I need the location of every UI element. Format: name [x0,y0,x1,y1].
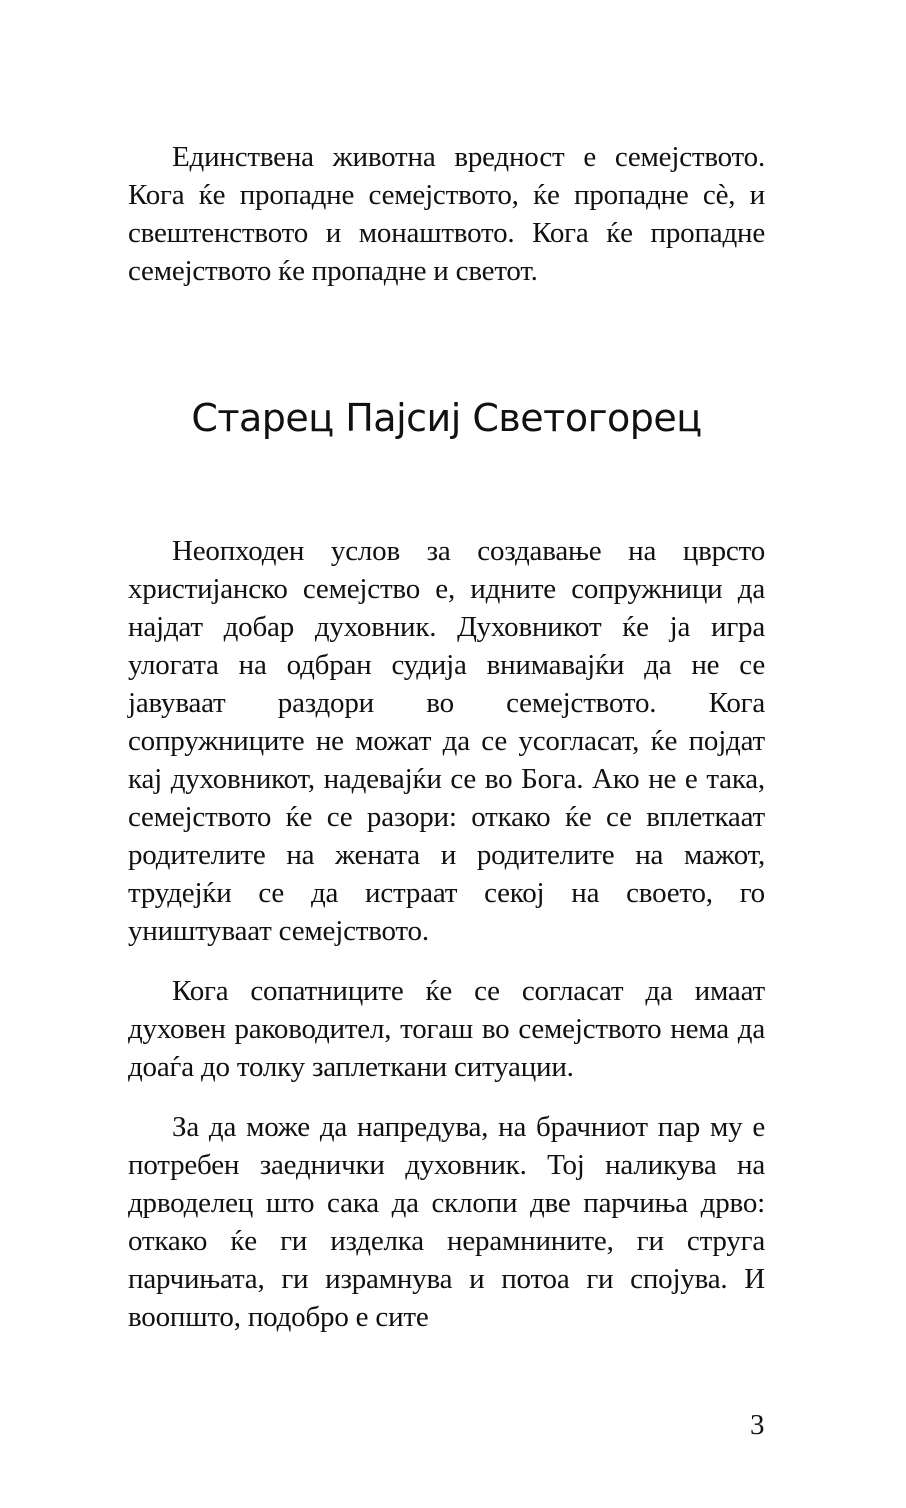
section-heading: Старец Пајсиј Светогорец [191,396,702,440]
body-paragraph-3: За да може да напредува, на брачниот пар му е потребен заеднички духовник. Тој наликува на дрводелец што сака да склопи две парчиња дрво: откако ќе ги изделка нерамнините, ги струга парчињата, ги израмнува и потоа ги спојува. И воопшто, подобро е сите [128,1111,765,1333]
intro-section [128,138,765,290]
page-number: 3 [750,1409,765,1441]
intro-paragraph: Единствена животна вредност е семејството. Кога ќе пропадне семејството, ќе пропадне сè, и свештенството и монаштвото. Кога ќе пропадне семејството ќе пропадне и светот. [128,141,765,287]
body-paragraph-1: Неопходен услов за создавање на цврсто христијанско семејство е, идните сопружници да најдат добар духовник. Духовникот ќе ја игра улогата на одбран судија внимавајќи да не се јавуваат раздори во семејството. Кога сопружниците не можат да се усогласат, ќе појдат кај духовникот, надевајќи се во Бога. Ако не е така, семејството ќе се разори: откако ќе се вплеткаат родителите на жената и родителите на мажот, трудејќи се да истраат секој на своето, го уништуваат семејството. [128,535,765,947]
body-paragraph-2: Кога сопатниците ќе се согласат да имаат духовен раководител, тогаш во семејството нема да доаѓа до толку заплеткани ситуации. [128,975,765,1083]
body-section [128,532,765,1336]
